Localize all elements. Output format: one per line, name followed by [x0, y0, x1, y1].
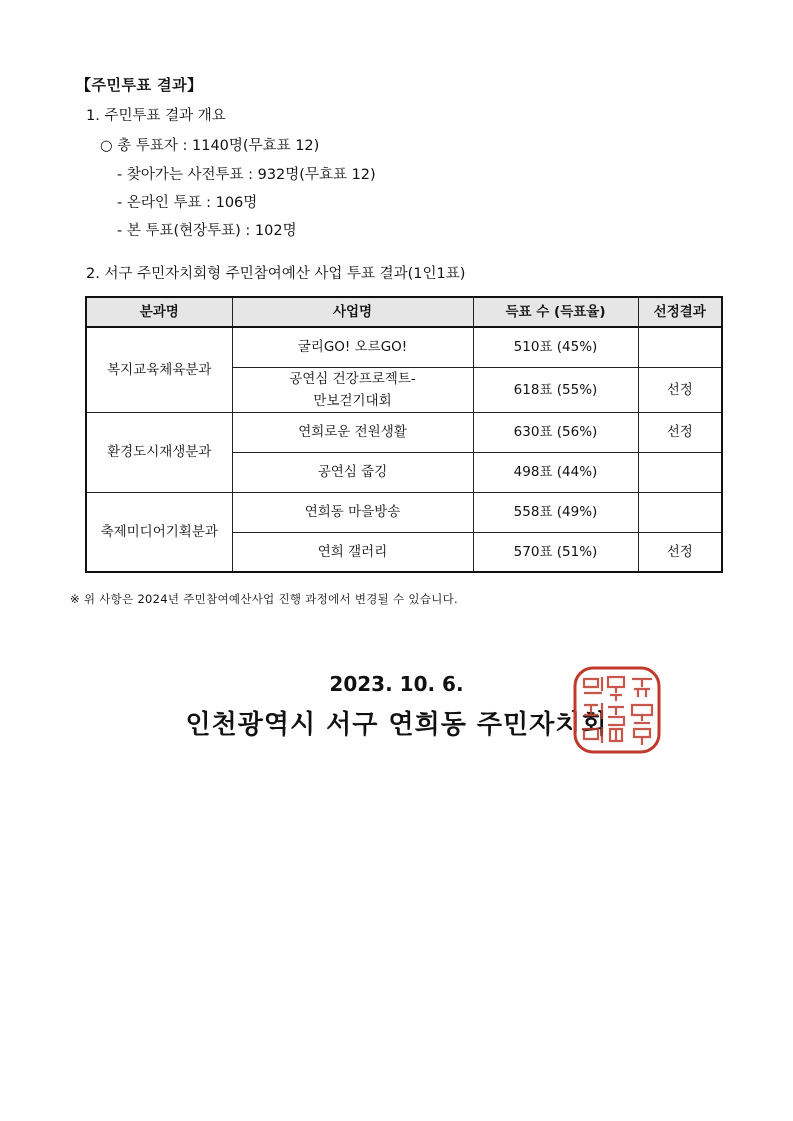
table-row: [86, 412, 722, 452]
page-heading: 【주민투표 결과】: [76, 76, 203, 94]
header-votes: 득표 수 (득표율): [473, 297, 638, 327]
table-row: [86, 327, 722, 367]
division-cell: 복지교육체육분과: [86, 327, 232, 412]
section2-title: 2. 서구 주민자치회형 주민참여예산 사업 투표 결과(1인1표): [86, 266, 466, 282]
project-cell: 연희 갤러리: [232, 532, 473, 572]
votes-cell: 570표 (51%): [473, 532, 638, 572]
project-cell: 굴리GO! 오르GO!: [232, 327, 473, 367]
online-vote-line: - 온라인 투표 : 106명: [117, 195, 258, 211]
section1-title: 1. 주민투표 결과 개요: [86, 108, 226, 124]
votes-cell: 630표 (56%): [473, 412, 638, 452]
result-cell: 선정: [638, 367, 722, 412]
division-cell: 환경도시재생분과: [86, 412, 232, 492]
result-cell: [638, 327, 722, 367]
votes-cell: 618표 (55%): [473, 367, 638, 412]
project-line: 공연심 건강프로젝트-: [289, 370, 416, 387]
project-cell: 연희동 마을방송: [232, 492, 473, 532]
result-cell: 선정: [638, 532, 722, 572]
result-cell: [638, 492, 722, 532]
project-line: 만보걷기대회: [313, 392, 392, 409]
result-cell: [638, 452, 722, 492]
table-header-row: [86, 297, 722, 327]
header-division: 분과명: [86, 297, 232, 327]
onsite-vote-line: - 본 투표(현장투표) : 102명: [117, 223, 297, 239]
table-row: [86, 492, 722, 532]
project-cell: [232, 367, 473, 412]
project-cell: 연희로운 전원생활: [232, 412, 473, 452]
total-voters-line: ○ 총 투표자 : 1140명(무효표 12): [100, 138, 320, 154]
header-result: 선정결과: [638, 297, 722, 327]
document-date: 2023. 10. 6.: [329, 672, 464, 696]
official-seal: [572, 665, 662, 755]
vote-results-table: [85, 296, 723, 573]
division-cell: 축제미디어기획분과: [86, 492, 232, 572]
votes-cell: 558표 (49%): [473, 492, 638, 532]
votes-cell: 510표 (45%): [473, 327, 638, 367]
header-project: 사업명: [232, 297, 473, 327]
project-cell: 공연심 줍깅: [232, 452, 473, 492]
seal-glyphs: [584, 677, 652, 745]
votes-cell: 498표 (44%): [473, 452, 638, 492]
footnote: ※ 위 사항은 2024년 주민참여예산사업 진행 과정에서 변경될 수 있습니다.: [70, 592, 458, 606]
advance-vote-line: - 찾아가는 사전투표 : 932명(무효표 12): [117, 167, 376, 183]
organization-name: 인천광역시 서구 연희동 주민자치회: [185, 710, 608, 740]
result-cell: 선정: [638, 412, 722, 452]
